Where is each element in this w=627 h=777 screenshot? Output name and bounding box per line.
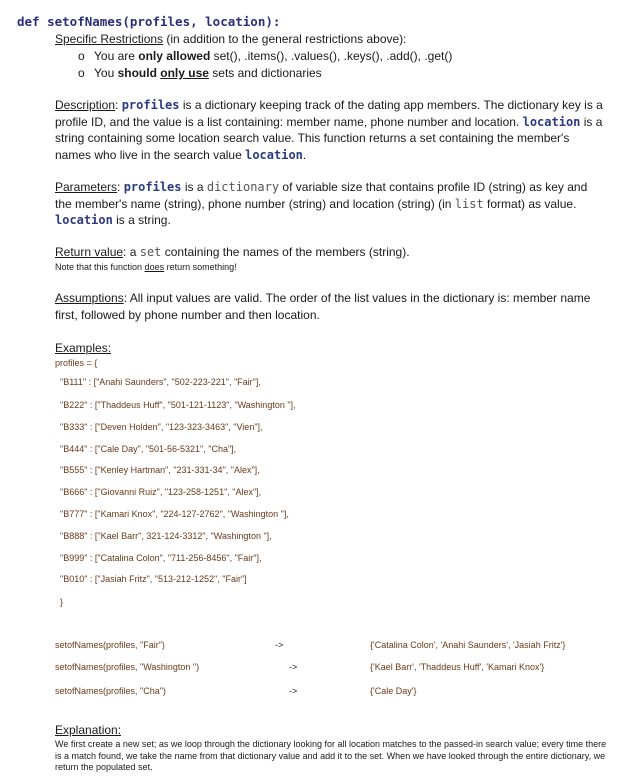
profile-row: "B777" : ["Kamari Knox", "224-127-2762", "Washington "], bbox=[60, 509, 289, 519]
specific-restrictions-note: (in addition to the general restrictions above): bbox=[163, 32, 407, 46]
example-arrow-2: -> bbox=[289, 662, 298, 672]
profile-row: "B555" : ["Kenley Hartman", "231-331-34", "Alex"], bbox=[60, 465, 260, 475]
example-result-2: {'Kael Barr', 'Thaddeus Huff', 'Kamari Knox'} bbox=[370, 662, 545, 672]
description-heading: Description bbox=[55, 98, 116, 112]
function-signature: def setofNames(profiles, location): bbox=[17, 14, 281, 29]
profile-row: "B010" : ["Jasiah Fritz", "513-212-1252", "Fair"] bbox=[60, 574, 247, 584]
bullet-circle-icon: o bbox=[78, 66, 85, 80]
profile-row: "B222" : ["Thaddeus Huff", "501-121-1123", "Washington "], bbox=[60, 400, 296, 410]
profiles-open-brace: profiles = { bbox=[55, 358, 98, 368]
examples-heading: Examples: bbox=[55, 341, 112, 355]
assumptions-heading: Assumptions bbox=[55, 291, 124, 305]
profiles-close-brace: } bbox=[60, 597, 64, 607]
example-call-3: setofNames(profiles, "Cha") bbox=[55, 686, 166, 696]
assumptions-paragraph: Assumptions: All input values are valid. The order of the list values in the dictionary is: member name first, followed by phone number and then location. bbox=[55, 291, 591, 322]
return-value-note: Note that this function does return something! bbox=[55, 262, 237, 272]
specific-restrictions-heading: Specific Restrictions bbox=[55, 32, 164, 46]
profile-row: "B111" : ["Anahi Saunders", "502-223-221", "Fair"], bbox=[60, 377, 261, 387]
bullet-circle-icon: o bbox=[78, 49, 85, 63]
return-value-heading: Return value bbox=[55, 245, 124, 259]
example-result-1: {'Catalina Colon', 'Anahi Saunders', 'Jasiah Fritz'} bbox=[370, 640, 566, 650]
profile-row: "B333" : ["Deven Holden", "123-323-3463", "Vien"], bbox=[60, 422, 263, 432]
restriction-bullet-2: o You should only use sets and dictionaries bbox=[78, 66, 322, 80]
specific-restrictions bbox=[55, 32, 407, 46]
parameters-heading: Parameters bbox=[55, 180, 118, 194]
profile-row: "B444" : ["Cale Day", "501-56-5321", "Cha"], bbox=[60, 444, 237, 454]
explanation-text: We first create a new set; as we loop through the dictionary looking for all location matches to the passed-in search value; every time there is a match found, we take the name from that dictionary value and add it to the set. When we have looked through the entire dictionary, we return the populated set. bbox=[55, 739, 607, 772]
description-paragraph: Description: profiles is a dictionary keeping track of the dating app members. The dictionary key is a profile ID, and the value is a list containing: member name, phone number and location. location is a string containing some location search value. This function returns a set containing the member's names who live in the search value location. bbox=[55, 98, 603, 162]
explanation-heading: Explanation: bbox=[55, 723, 122, 737]
parameters-paragraph: Parameters: profiles is a dictionary of variable size that contains profile ID (string) as key and the member's name (string), phone number (string) and location (string) (in list format) as value. location is a string. bbox=[55, 180, 588, 227]
profile-row: "B999" : ["Catalina Colon", "711-256-8456", "Fair"], bbox=[60, 553, 262, 563]
profile-row: "B888" : ["Kael Barr", 321-124-3312", "Washington "], bbox=[60, 531, 272, 541]
restriction-bullet-1: o You are only allowed set(), .items(), .values(), .keys(), .add(), .get() bbox=[78, 49, 453, 63]
profile-row: "B666" : ["Giovanni Ruiz", "123-258-1251", "Alex"], bbox=[60, 487, 262, 497]
example-result-3: {'Cale Day'} bbox=[370, 686, 417, 696]
example-arrow-3: -> bbox=[289, 686, 298, 696]
example-arrow-1: -> bbox=[275, 640, 284, 650]
example-call-1: setofNames(profiles, "Fair") bbox=[55, 640, 165, 650]
return-value-paragraph: Return value: a set containing the names of the members (string). bbox=[55, 245, 410, 259]
example-call-2: setofNames(profiles, "Washington ") bbox=[55, 662, 200, 672]
